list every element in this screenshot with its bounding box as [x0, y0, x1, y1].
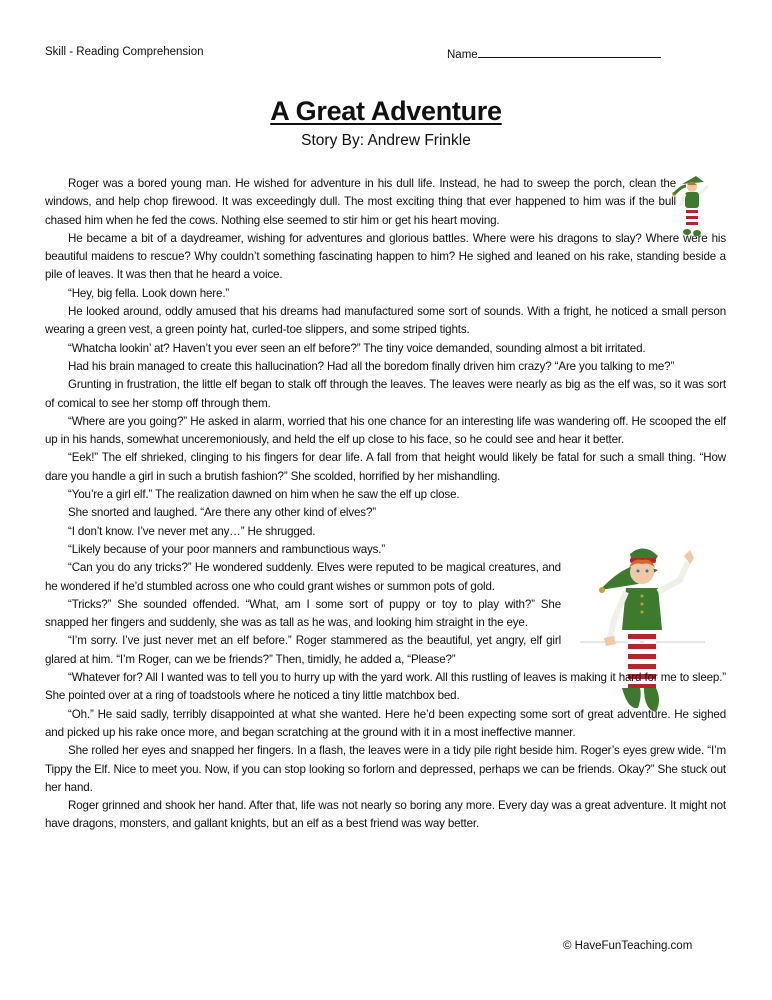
name-field[interactable]	[447, 46, 661, 61]
story-title	[0, 96, 772, 127]
copyright-footer: © HaveFunTeaching.com	[563, 940, 693, 952]
paragraph: “Whatever for? All I wanted was to tell you to hurry up with the yard work. All this rustling of leaves is making it hard for me to sleep.” She pointed over at a ring of toadstools where he noticed a tiny little matchbox bed.	[45, 671, 726, 703]
paragraph: “Oh.” He said sadly, terribly disappointed at what she wanted. Here he’d been expecting some sort of great adventure. He sighed and picked up his rake once more, and began scratching at the ground with it in a most ineffective manner.	[45, 707, 726, 739]
paragraph: He looked around, oddly amused that his dreams had manufactured some sort of sounds. With a fright, he noticed a small person wearing a green vest, a green pointy hat, curled-toe slippers, and some striped tights.	[45, 305, 726, 337]
paragraph: She rolled her eyes and snapped her fingers. In a flash, the leaves were in a tidy pile right beside him. Roger’s eyes grew wide. “I’m Tippy the Elf. Nice to meet you. Now, if you can stop looking so forlorn and depressed, perhaps we can be friends. Okay?” She stuck out her hand.	[45, 744, 726, 794]
story-byline: Story By: Andrew Frinkle	[301, 132, 471, 149]
paragraph: “Can you do any tricks?” He wondered suddenly. Elves were reputed to be magical creatures, and he wondered if he’d stumbled across one who could grant wishes or summon pots of gold.	[45, 561, 561, 593]
paragraph: “Hey, big fella. Look down here.”	[68, 286, 230, 300]
name-blank-line[interactable]	[478, 46, 661, 58]
paragraph: “Where are you going?” He asked in alarm, worried that his one chance for an interesting life was wandering off. He scooped the elf up in his hands, somewhat unceremoniously, and held the elf up close to his face, so he could see and hear it better.	[45, 414, 726, 447]
paragraph: Had his brain managed to create this hallucination? Had all the boredom finally driven him crazy? “Are you talking to me?”	[68, 359, 675, 373]
paragraph: “You’re a girl elf.” The realization dawned on him when he saw the elf up close.	[68, 488, 460, 502]
paragraph: Grunting in frustration, the little elf began to stalk off through the leaves. The leaves were nearly as big as the elf was, so it was sort of comical to see her stomp off through them.	[45, 378, 726, 410]
paragraph: “Likely because of your poor manners and rambunctious ways.”	[68, 542, 386, 556]
paragraph: “Eek!” The elf shrieked, clinging to his fingers for dear life. A fall from that height would likely be fatal for such a small thing. “How dare you handle a girl in such a brutish fashion?” She scolded, horrified by her mishandling.	[45, 451, 726, 483]
paragraph: “Whatcha lookin’ at? Haven’t you ever seen an elf before?” The tiny voice demanded, sounding almost a bit irritated.	[68, 341, 646, 355]
paragraph: She snorted and laughed. “Are there any other kind of elves?”	[68, 506, 376, 520]
paragraph: “I’m sorry. I’ve just never met an elf before.” Roger stammered as the beautiful, yet angry, elf girl glared at him. “I’m Roger, can we be friends?” Then, timidly, he added a, “Please?”	[45, 634, 561, 666]
paragraph: He became a bit of a daydreamer, wishing for adventures and glorious battles. Where were his dragons to slay? Where were his beautiful maidens to rescue? Why couldn’t something fascinating happen to him? He sighed and leaned on his rake, standing beside a pile of leaves. It was then that he heard a voice.	[45, 231, 726, 282]
name-label: Name	[447, 49, 478, 61]
paragraph: Roger grinned and shook her hand. After that, life was not nearly so boring any more. Every day was a great adventure. It might not have dragons, monsters, and gallant knights, but an elf as a best friend was way better.	[45, 799, 726, 831]
paragraph: Roger was a bored young man. He wished for adventure in his dull life. Instead, he had to sweep the porch, clean the windows, and help chop firewood. It was exceedingly dull. The most exciting thing that ever happened to him was if the bull chased him when he fed the cows. Nothing else seemed to stir him or get his heart moving.	[45, 177, 676, 227]
story-title-text: A Great Adventure	[270, 96, 502, 126]
story-body	[45, 175, 726, 834]
paragraph: “I don’t know. I’ve never met any…” He shrugged.	[68, 524, 316, 538]
paragraph: “Tricks?” She sounded offended. “What, am I some sort of puppy or toy to play with?” She snapped her fingers and suddenly, she was as tall as he was, and looking him straight in the eye.	[45, 597, 561, 630]
skill-label: Skill - Reading Comprehension	[45, 46, 204, 58]
